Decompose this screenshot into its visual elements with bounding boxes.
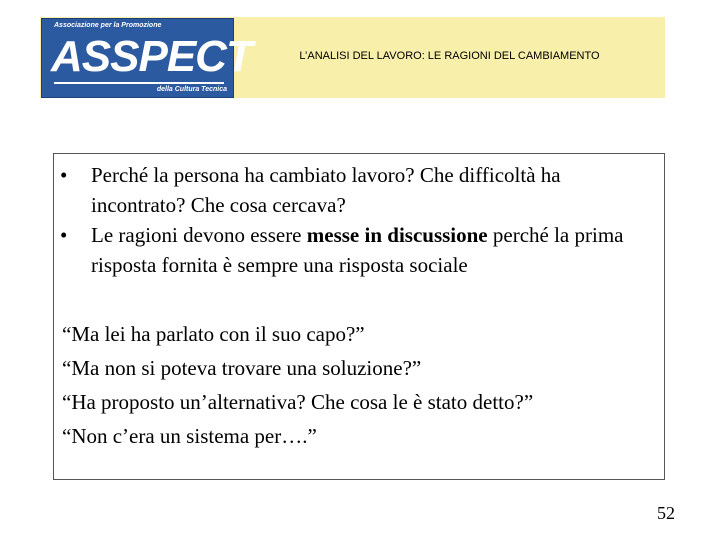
bullet-text-after: perché la prima risposta fornita è sempre una risposta sociale [91, 223, 624, 277]
asspect-logo [41, 18, 252, 98]
logo-bottom-text: della Cultura Tecnica [156, 86, 227, 93]
page-number: 52 [657, 503, 675, 523]
slide-title: L’ANALISI DEL LAVORO: LE RAGIONI DEL CAMBIAMENTO [299, 50, 600, 62]
logo-top-text: Associazione per la Promozione [54, 22, 162, 29]
bullet-text: Perché la persona ha cambiato lavoro? Che difficoltà ha incontrato? Che cosa cercava? [91, 163, 561, 217]
bullet-text-bold: messe in discussione [306, 223, 488, 247]
bullet-item [60, 160, 655, 220]
quote-list [62, 317, 657, 453]
bullet-text-before: Le ragioni devono essere [91, 223, 307, 247]
bullet-item [60, 220, 655, 280]
quote-line: “Non c’era un sistema per….” [62, 424, 317, 448]
bullet-icon: • [60, 163, 68, 187]
bullet-icon: • [60, 223, 68, 247]
content-box [53, 153, 665, 480]
bullet-list [60, 160, 655, 280]
quote-line: “Ma lei ha parlato con il suo capo?” [62, 322, 365, 346]
logo-main-text: ASSPECT [51, 32, 252, 81]
quote-line: “Ha proposto un’alternativa? Che cosa le è stato detto?” [62, 390, 534, 414]
quote-line: “Ma non si poteva trovare una soluzione?” [62, 356, 422, 380]
logo-divider [54, 82, 224, 84]
